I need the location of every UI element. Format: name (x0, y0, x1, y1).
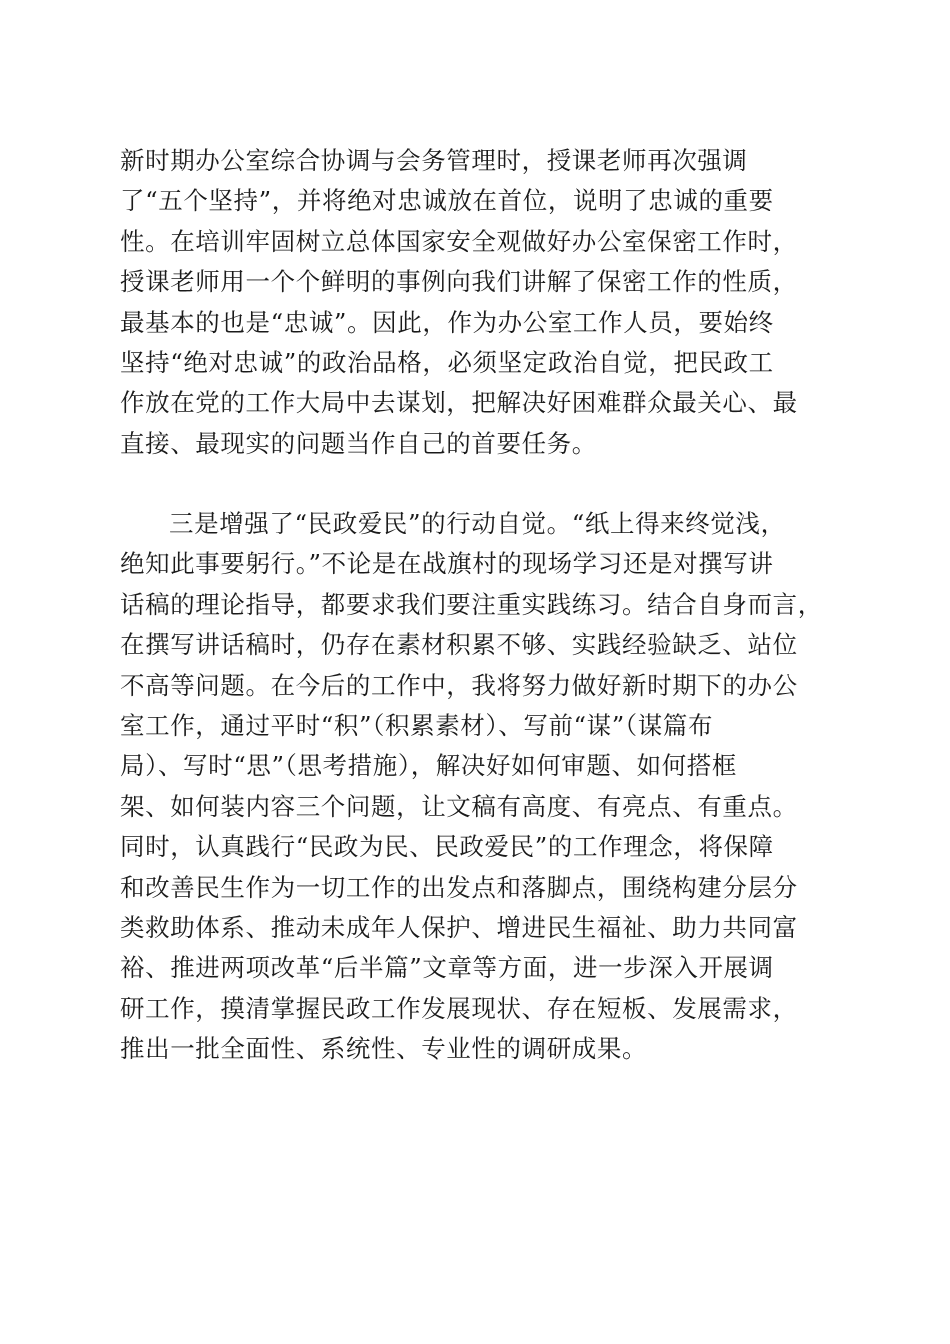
text-line: 了“五个坚持”，并将绝对忠诚放在首位，说明了忠诚的重要 (120, 186, 774, 216)
text-line: 直接、最现实的问题当作自己的首要任务。 (120, 428, 597, 458)
text-line: 裕、推进两项改革“后半篇”文章等方面，进一步深入开展调 (120, 953, 774, 983)
text-line: 同时，认真践行“民政为民、民政爱民”的工作理念，将保障 (120, 832, 774, 862)
text-line: 室工作，通过平时“积”（积累素材）、写前“谋”（谋篇布 (120, 710, 714, 740)
text-line: 话稿的理论指导，都要求我们要注重实践练习。结合自身而言， (120, 589, 823, 619)
text-line: 新时期办公室综合协调与会务管理时，授课老师再次强调 (120, 146, 748, 175)
text-line: 不高等问题。在今后的工作中，我将努力做好新时期下的办公 (120, 670, 798, 700)
paragraph-civil-affairs-action (120, 504, 835, 1069)
paragraph-loyalty (120, 141, 835, 464)
text-line: 推出一批全面性、系统性、专业性的调研成果。 (120, 1034, 648, 1064)
text-line: 局）、写时“思”（思考措施），解决好如何审题、如何搭框 (120, 751, 737, 781)
text-line: 研工作，摸清掌握民政工作发展现状、存在短板、发展需求， (120, 993, 798, 1023)
text-line: 性。在培训牢固树立总体国家安全观做好办公室保密工作时， (120, 226, 798, 256)
text-line: 绝知此事要躬行。”不论是在战旗村的现场学习还是对撰写讲 (120, 549, 774, 579)
text-line: 架、如何装内容三个问题，让文稿有高度、有亮点、有重点。 (120, 791, 798, 821)
text-line: 最基本的也是“忠诚”。因此，作为办公室工作人员，要始终 (120, 307, 774, 337)
text-line: 在撰写讲话稿时，仍存在素材积累不够、实践经验缺乏、站位 (120, 630, 798, 660)
text-line: 作放在党的工作大局中去谋划，把解决好困难群众最关心、最 (120, 388, 798, 418)
text-line-first: 三是增强了“民政爱民”的行动自觉。“纸上得来终觉浅， (169, 509, 786, 538)
text-line: 坚持“绝对忠诚”的政治品格，必须坚定政治自觉，把民政工 (120, 347, 774, 377)
text-line: 授课老师用一个个鲜明的事例向我们讲解了保密工作的性质， (120, 267, 798, 297)
text-line: 和改善民生作为一切工作的出发点和落脚点，围绕构建分层分 (120, 872, 798, 902)
text-line: 类救助体系、推动未成年人保护、增进民生福祉、助力共同富 (120, 912, 798, 942)
